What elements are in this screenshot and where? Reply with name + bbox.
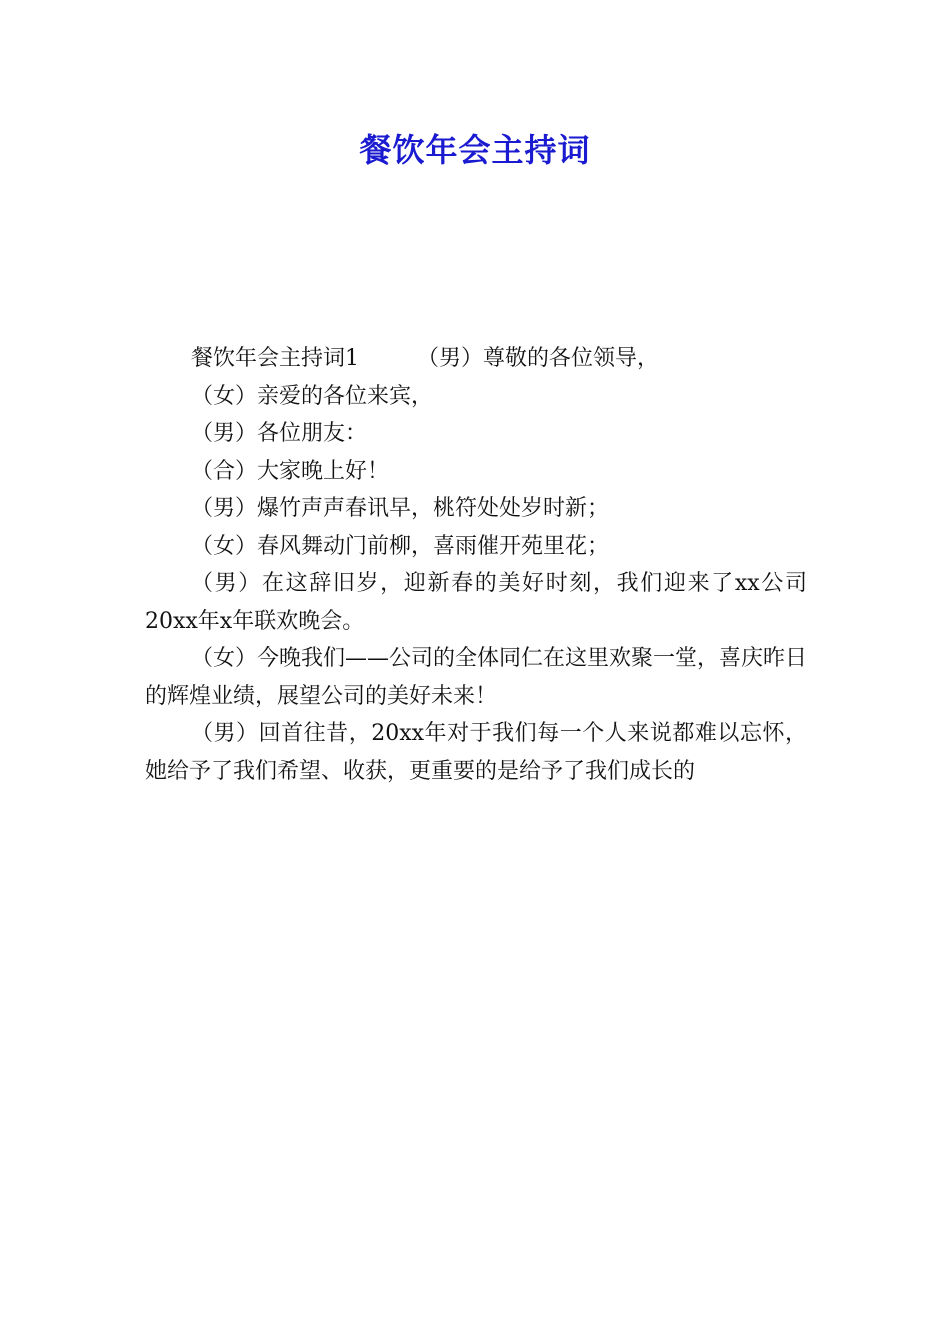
paragraph-3: （男）各位朋友： [191,421,368,446]
paragraph-6: （女）春风舞动门前柳，喜雨催开苑里花； [191,533,610,559]
section-heading: 餐饮年会主持词1 [191,346,359,371]
paragraph-7: （男）在这辞旧岁，迎新春的美好时刻，我们迎来了xx公司20xx年x年联欢晚会。 [145,571,807,634]
paragraph-4: （合）大家晚上好！ [191,458,390,484]
document-body [145,340,807,790]
paragraph-5: （男）爆竹声声春讯早，桃符处处岁时新； [191,496,610,521]
paragraph-9: （男）回首往昔，20xx年对于我们每一个人来说都难以忘怀，她给予了我们希望、收获，更重要的是给予了我们成长的 [145,721,807,784]
paragraph-text: （男）尊敬的各位领导， [417,346,660,371]
document-title: 餐饮年会主持词 [359,131,591,169]
paragraph-1 [145,340,807,378]
paragraph-2: （女）亲爱的各位来宾， [191,383,434,409]
paragraph-8: （女）今晚我们——公司的全体同仁在这里欢聚一堂，喜庆昨日的辉煌业绩，展望公司的美好未来！ [145,646,808,709]
